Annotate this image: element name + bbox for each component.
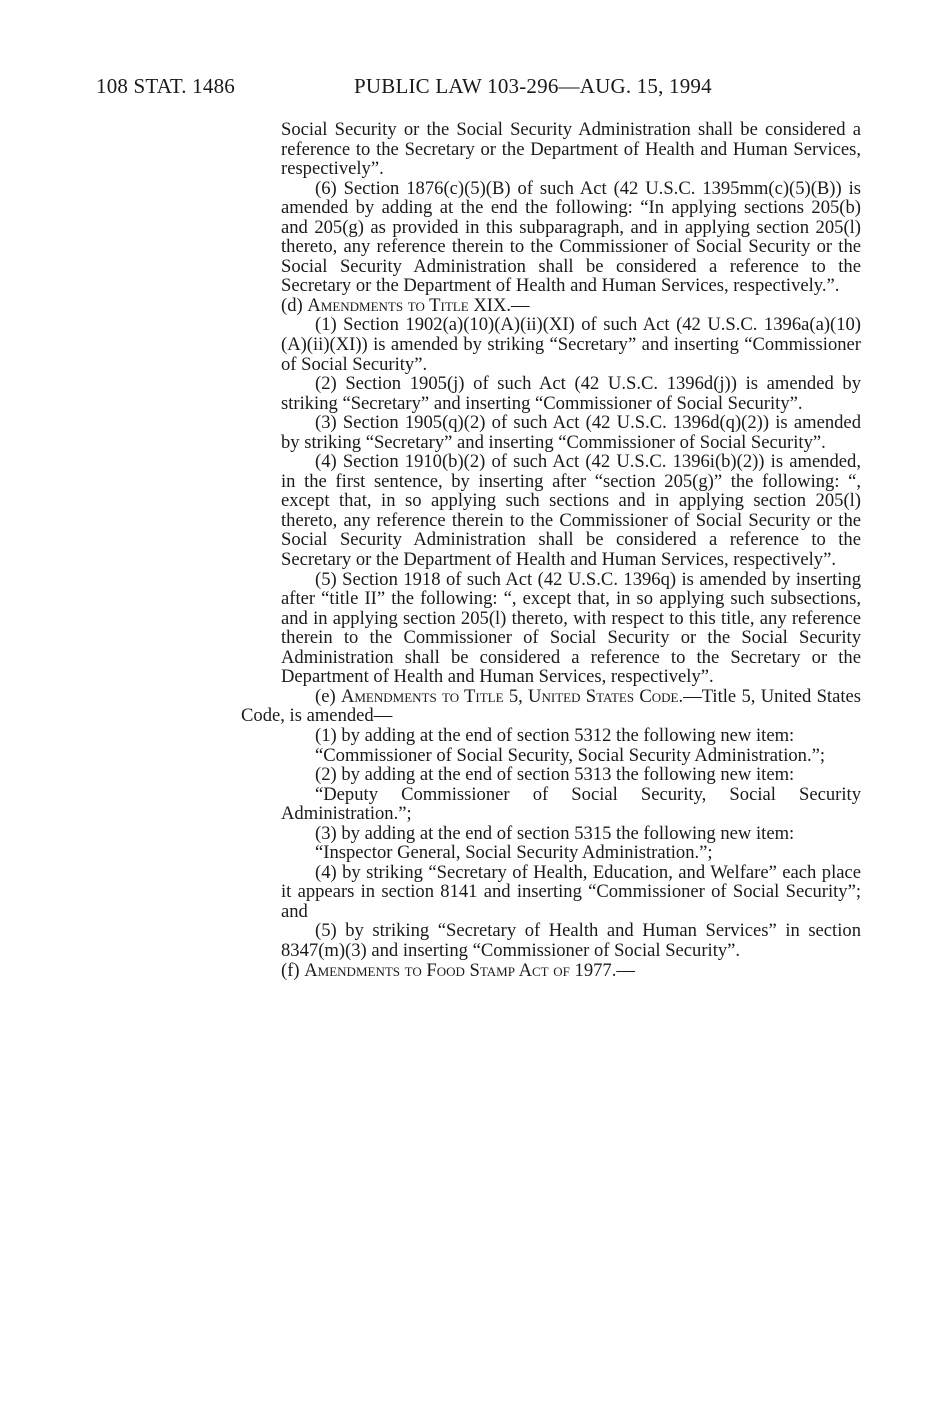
paragraph-d3: (3) Section 1905(q)(2) of such Act (42 U.S.C. 1396d(q)(2)) is amended by striking “Secretary” and inserting “Commissioner of Social Security”. [281, 412, 861, 453]
heading-d [281, 296, 861, 316]
paragraph-e2: (2) by adding at the end of section 5313 the following new item: [315, 764, 795, 786]
paragraph-6: (6) Section 1876(c)(5)(B) of such Act (42 U.S.C. 1395mm(c)(5)(B)) is amended by adding at the end the following: “In applying sections 205(b) and 205(g) as provided in this subparagraph, and in applying section 205(l) thereto, any reference therein to the Commissioner of Social Security or the Social Security Administration shall be considered a reference to the Secretary or the Department of Health and Human Services, respectively.”. [281, 177, 861, 297]
heading-e-caption: Amendments to Title 5, United States Code.— [340, 685, 702, 707]
heading-f-label: (f) [281, 959, 300, 981]
paragraph-e4: (4) by striking “Secretary of Health, Education, and Welfare” each place it appears in section 8141 and inserting “Commissioner of Social Security”; and [281, 861, 861, 922]
heading-f [281, 961, 861, 981]
heading-e-label: (e) [315, 685, 336, 707]
heading-f-caption: Amendments to Food Stamp Act of 1977.— [304, 959, 635, 981]
quoted-item-e2: “Deputy Commissioner of Social Security, Social Security Administration.”; [281, 783, 861, 825]
paragraph-e5: (5) by striking “Secretary of Health and Human Services” in section 8347(m)(3) and inserting “Commissioner of Social Security”. [281, 920, 861, 961]
body-text [241, 119, 861, 981]
statute-citation: 108 STAT. 1486 [96, 74, 235, 98]
heading-e-text: Title 5, United States Code, is amended— [241, 685, 861, 727]
heading-d-label: (d) [281, 294, 303, 316]
paragraph-continuation: Social Security or the Social Security Administration shall be considered a reference to the Secretary or the Department of Health and Human Services, respectively”. [281, 119, 861, 180]
paragraph-e3: (3) by adding at the end of section 5315 the following new item: [315, 822, 795, 844]
public-law-title: PUBLIC LAW 103-296—AUG. 15, 1994 [354, 74, 712, 98]
paragraph-d1: (1) Section 1902(a)(10)(A)(ii)(XI) of such Act (42 U.S.C. 1396a(a)(10)(A)(ii)(XI)) is amended by striking “Secretary” and inserting “Commissioner of Social Security”. [281, 314, 861, 375]
paragraph-d2: (2) Section 1905(j) of such Act (42 U.S.C. 1396d(j)) is amended by striking “Secretary” and inserting “Commissioner of Social Security”. [281, 373, 861, 414]
running-header [96, 74, 856, 102]
heading-e [241, 687, 861, 726]
paragraph-d4: (4) Section 1910(b)(2) of such Act (42 U.S.C. 1396i(b)(2)) is amended, in the first sentence, by inserting after “section 205(g)” the following: “, except that, in so applying such sections and in applying section 205(l) thereto, any reference therein to the Commissioner of Social Security or the Social Security Administration shall be considered a reference to the Secretary or the Department of Health and Human Services, respectively”. [281, 451, 861, 571]
quoted-item-e1: “Commissioner of Social Security, Social Security Administration.”; [315, 744, 826, 766]
heading-d-caption: Amendments to Title XIX.— [307, 294, 530, 316]
quoted-item-e3: “Inspector General, Social Security Administration.”; [315, 842, 713, 864]
paragraph-e1: (1) by adding at the end of section 5312 the following new item: [315, 724, 795, 746]
paragraph-d5: (5) Section 1918 of such Act (42 U.S.C. 1396q) is amended by inserting after “title II” the following: “, except that, in so applying such subsections, and in applying section 205(l) thereto, with respect to this title, any reference therein to the Commissioner of Social Security or the Social Security Administration shall be considered a reference to the Secretary or the Department of Health and Human Services, respectively”. [281, 568, 861, 688]
